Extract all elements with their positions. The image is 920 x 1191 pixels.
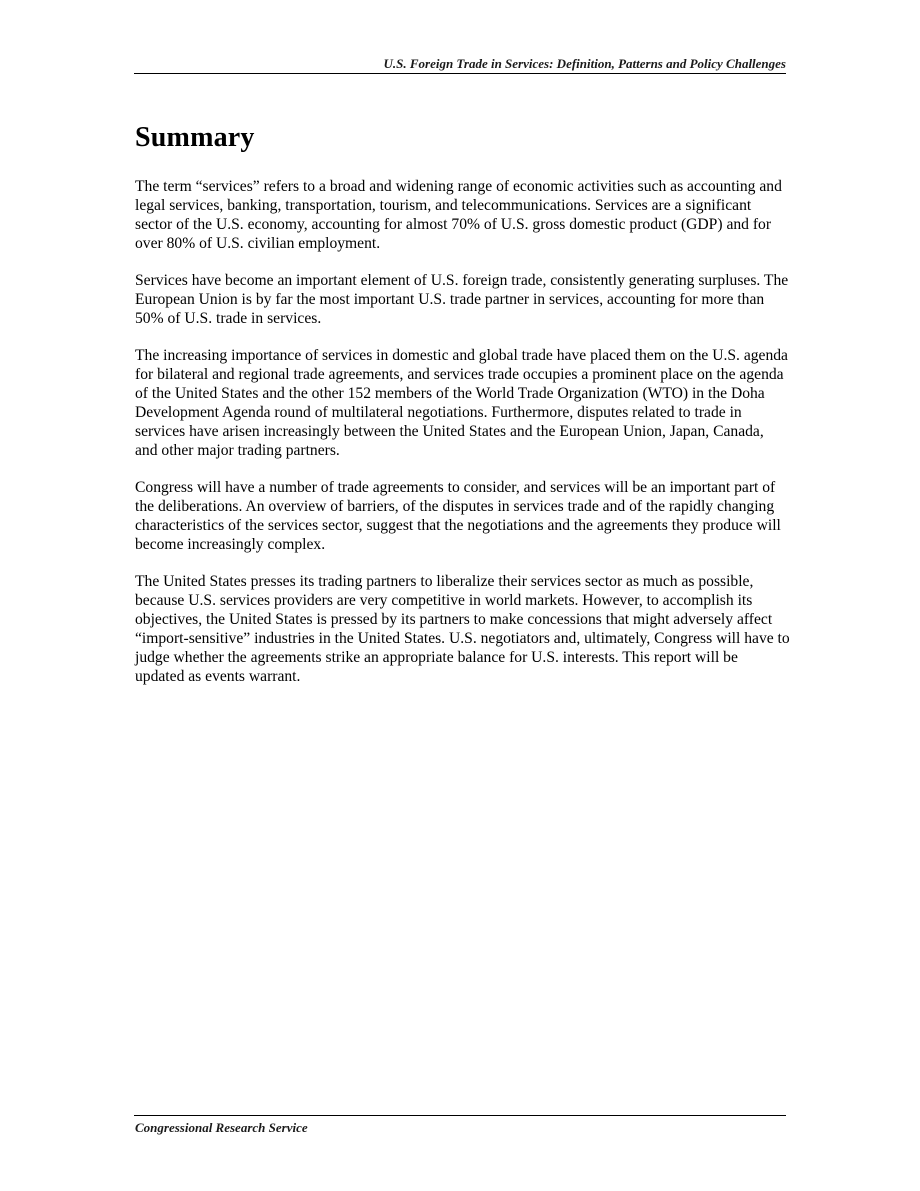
section-title: Summary [135, 122, 255, 153]
footer-organization: Congressional Research Service [135, 1120, 308, 1135]
summary-paragraph-5: The United States presses its trading partners to liberalize their services sector as much as possible, because U.S. services providers are very competitive in world markets. However, to accomplish its objectives, the United States is pressed by its partners to make concessions that might adversely affect “import-sensitive” industries in the United States. U.S. negotiators and, ultimately, Congress will have to judge whether the agreements strike an appropriate balance for U.S. interests. This report will be updated as events warrant. [135, 573, 790, 685]
summary-paragraph-2: Services have become an important element of U.S. foreign trade, consistently generating surpluses. The European Union is by far the most important U.S. trade partner in services, accounting for more than 50% of U.S. trade in services. [135, 272, 789, 327]
summary-paragraph-3: The increasing importance of services in domestic and global trade have placed them on the U.S. agenda for bilateral and regional trade agreements, and services trade occupies a prominent place on the agenda of the United States and the other 152 members of the World Trade Organization (WTO) in the Doha Development Agenda round of multilateral negotiations. Furthermore, disputes related to trade in services have arisen increasingly between the United States and the European Union, Japan, Canada, and other major trading partners. [135, 347, 788, 459]
summary-paragraph-1: The term “services” refers to a broad and widening range of economic activities such as accounting and legal services, banking, transportation, tourism, and telecommunications. Services are a significant sector of the U.S. economy, accounting for almost 70% of U.S. gross domestic product (GDP) and for over 80% of U.S. civilian employment. [135, 178, 782, 252]
summary-body [135, 177, 790, 704]
running-header: U.S. Foreign Trade in Services: Definition, Patterns and Policy Challenges [383, 56, 786, 71]
footer-divider [134, 1115, 786, 1116]
header-divider [134, 73, 786, 74]
summary-paragraph-4: Congress will have a number of trade agreements to consider, and services will be an important part of the deliberations. An overview of barriers, of the disputes in services trade and of the rapidly changing characteristics of the services sector, suggest that the negotiations and the agreements they produce will become increasingly complex. [135, 479, 781, 553]
